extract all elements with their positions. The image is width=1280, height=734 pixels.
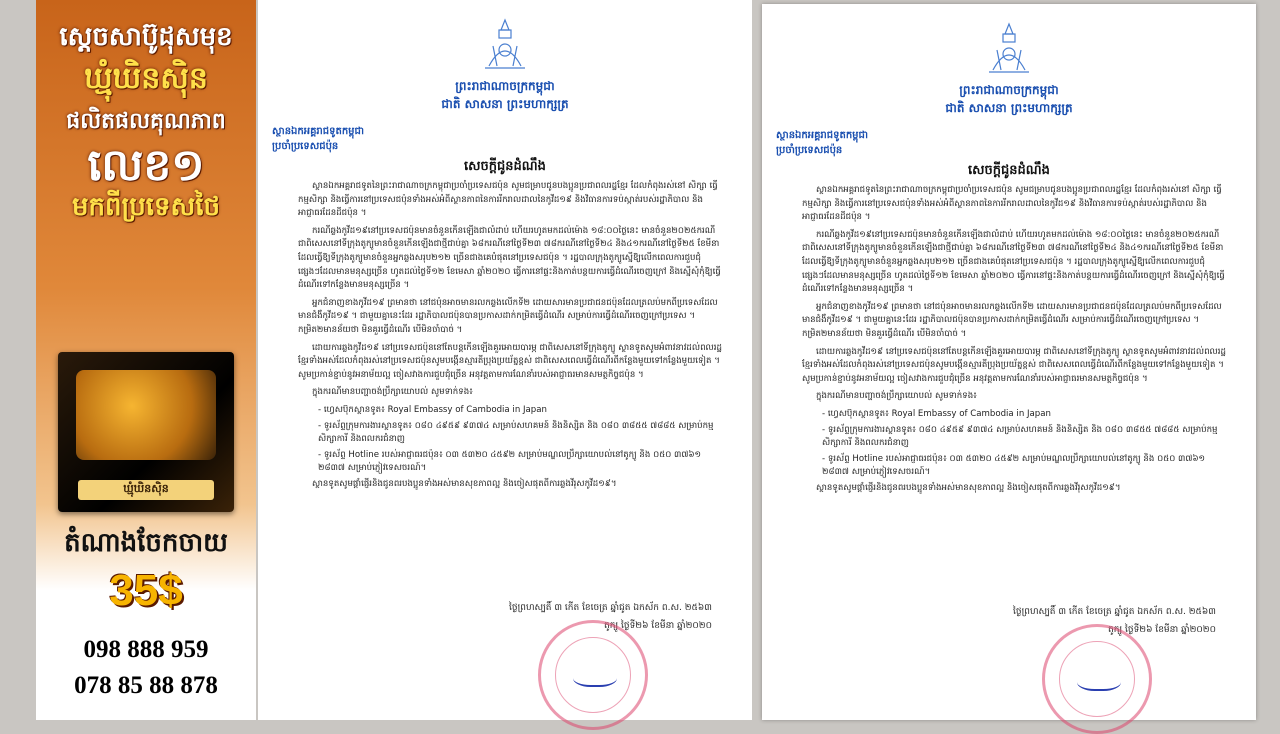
contact-item: - ទូរស័ព្ទក្រុមការងារស្ថានទូត៖ ០៨០ ៤៩៥៩ ៩៣៧៤ សម្រាប់សហគមន៍ និងនិស្សិត និង ០៨០ ៣៨៥៥ ៧៨៨៥ សម្រាប់កម្មសិក្សាការី និងពលករជំនាញ	[822, 424, 1218, 449]
contact-item: - ទូរស័ព្ទ Hotline របស់អាជ្ញាធរជប៉ុន៖ ០៣ ៥៣២០ ៤៥៩២ សម្រាប់មណ្ឌលប្រឹក្សាយោបល់នៅតូក្យូ និង ០៥០ ៣៧៦១ ២៨៣៧ សម្រាប់ភ្ញៀវទេសចរណ៍។	[318, 449, 702, 474]
paragraph: ដោយការឆ្លងកូវីដ១៩ នៅប្រទេសជប៉ុននៅតែបន្តកើនឡើងគួរអោយបារម្ភ ជាពិសេសនៅទីក្រុងតូក្យូ ស្ថានទូតសូមអំពាវនាវដល់ពលរដ្ឋខ្មែរទាំងអស់ដែលកំពុងរស់នៅប្រទេសជប៉ុនសូមបង្កើនស្មារតីប្រុងប្រយ័ត្នខ្ពស់ ជាពិសេសពេលធ្វើដំណើរពីកន្លែងមួយទៅកន្លែងមួយទៀត ។ សូមប្រកាន់ខ្ជាប់នូវអនាម័យល្អ ចៀសវាងការជួបជុំច្រើន អនុវត្តតាមការណែនាំរបស់អាជ្ញាធរមានសមត្ថកិច្ចជប៉ុន ។	[298, 342, 722, 380]
honeycomb-icon	[76, 370, 216, 460]
letter-page-right	[762, 4, 1256, 720]
ad-quality: ផលិតផលគុណភាព	[66, 109, 226, 135]
royal-emblem-icon	[979, 20, 1039, 76]
ad-headline: ស្តេចសាប៊ូដុសមុខ	[59, 22, 233, 52]
lunar-date: ថ្ងៃព្រហស្បតិ៍ ៣ កើត ខែចេត្រ ឆ្នាំជូត ឯកស័ក ព.ស. ២៥៦៣	[509, 603, 712, 613]
paragraph: ស្ថានឯកអគ្គរាជទូតនៃព្រះរាជាណាចក្រកម្ពុជាប្រចាំប្រទេសជប៉ុន សូមជម្រាបជូនបងប្អូនប្រជាពលរដ្ឋខ្មែរ ដែលកំពុងរស់នៅ សិក្សា ធ្វើកម្មសិក្សា និងធ្វើការនៅប្រទេសជប៉ុនទាំងអស់អំពីស្ថានភាពនៃការរីករាលដាលនៃកូវីដ១៩ និងវិធានការទប់ស្កាត់របស់រដ្ឋាភិបាល និងអាជ្ញាធរដែនដីជប៉ុន ។	[802, 185, 1222, 223]
closing: ស្ថានទូតសូមផ្តាំផ្ញើរនិងជូនពរបងប្អូនទាំងអស់មានសុខភាពល្អ និងចៀសផុតពីការឆ្លងវីរុសកូវីដ១៩។	[816, 482, 1121, 493]
paragraph: ករណីឆ្លងកូវីដ១៩នៅប្រទេសជប៉ុនមានចំនួនកើនឡើងជាលំដាប់ ហើយរហូតមកដល់ម៉ោង ១៨:០០ថ្ងៃនេះ មានចំនួន២០២៥ករណី ជាពិសេសនៅទីក្រុងតូក្យូមានចំនួនកើនឡើងជាថ្មីជាប់គ្នា ៦៨ករណីនៅថ្ងៃទី២៣ ៧៨ករណីនៅថ្ងៃទី២៤ និង៤១ករណីនៅថ្ងៃទី២៥ ខែមីនា ដែលធ្វើឱ្យទីក្រុងតូក្យូមានចំនួនអ្នកឆ្លងសរុប២១២ ច្រើនជាងគេបំផុតនៅប្រទេសជប៉ុន ។ រដ្ឋបាលក្រុងតូក្យូស្នើឱ្យលើកពេលការជួបជុំផ្សេងៗដែលមានមនុស្សច្រើន ហូតដល់ថ្ងៃទី១២ ខែមេសា ឆ្នាំ២០២០ ធ្វើការនៅផ្ទះនិងកាត់បន្ថយការធ្វើដំណើរចេញក្រៅ និងស្នើសុំកុំឱ្យធ្វើដំណើរទៅកន្លែងមានមនុស្សច្រើន ។	[298, 225, 721, 291]
national-motto: ជាតិ សាសនា ព្រះមហាក្សត្រ	[441, 97, 569, 111]
contact-item: - ទូរស័ព្ទក្រុមការងារស្ថានទូត៖ ០៨០ ៤៩៥៩ ៩៣៧៤ សម្រាប់សហគមន៍ និងនិស្សិត និង ០៨០ ៣៨៥៥ ៧៨៨៥ សម្រាប់កម្មសិក្សាការី និងពលករជំនាញ	[318, 420, 714, 445]
lunar-date: ថ្ងៃព្រហស្បតិ៍ ៣ កើត ខែចេត្រ ឆ្នាំជូត ឯកស័ក ព.ស. ២៥៦៣	[1013, 607, 1216, 617]
advertisement-banner	[36, 0, 256, 720]
closing: ស្ថានទូតសូមផ្តាំផ្ញើរនិងជូនពរបងប្អូនទាំងអស់មានសុខភាពល្អ និងចៀសផុតពីការឆ្លងវីរុសកូវីដ១៩។	[312, 478, 617, 489]
embassy-name: ស្ថានឯកអគ្គរាជទូតកម្ពុជា	[776, 130, 869, 141]
letter-page-left	[258, 0, 752, 720]
letter-title: សេចក្តីជូនដំណឹង	[968, 163, 1050, 178]
distributor-label: តំណាងចែកចាយ	[64, 528, 228, 558]
phone-number-1: 098 888 959	[83, 636, 209, 663]
place-date: តូក្យូ ថ្ងៃទី២៦ ខែមីនា ឆ្នាំ២០២០	[604, 621, 712, 631]
official-stamp-icon	[1042, 624, 1152, 734]
paragraph: ក្នុងករណីមានបញ្ហាចង់ប្រឹក្សាយោបល់ សូមទាក់ទង៖	[816, 391, 977, 402]
embassy-header	[776, 128, 868, 158]
paragraph: ដោយការឆ្លងកូវីដ១៩ នៅប្រទេសជប៉ុននៅតែបន្តកើនឡើងគួរអោយបារម្ភ ជាពិសេសនៅទីក្រុងតូក្យូ ស្ថានទូតសូមអំពាវនាវដល់ពលរដ្ឋខ្មែរទាំងអស់ដែលកំពុងរស់នៅប្រទេសជប៉ុនសូមបង្កើនស្មារតីប្រុងប្រយ័ត្នខ្ពស់ ជាពិសេសពេលធ្វើដំណើរពីកន្លែងមួយទៅកន្លែងមួយទៀត ។ សូមប្រកាន់ខ្ជាប់នូវអនាម័យល្អ ចៀសវាងការជួបជុំច្រើន អនុវត្តតាមការណែនាំរបស់អាជ្ញាធរមានសមត្ថកិច្ចជប៉ុន ។	[802, 346, 1226, 384]
ad-origin: មកពីប្រទេសថៃ	[71, 192, 221, 223]
paragraph: ស្ថានឯកអគ្គរាជទូតនៃព្រះរាជាណាចក្រកម្ពុជាប្រចាំប្រទេសជប៉ុន សូមជម្រាបជូនបងប្អូនប្រជាពលរដ្ឋខ្មែរ ដែលកំពុងរស់នៅ សិក្សា ធ្វើកម្មសិក្សា និងធ្វើការនៅប្រទេសជប៉ុនទាំងអស់អំពីស្ថានភាពនៃការរីករាលដាលនៃកូវីដ១៩ និងវិធានការទប់ស្កាត់របស់រដ្ឋាភិបាល និងអាជ្ញាធរដែនដីជប៉ុន ។	[298, 181, 718, 219]
royal-emblem-icon	[475, 16, 535, 72]
letter-body	[802, 184, 1226, 499]
letter-title: សេចក្តីជូនដំណឹង	[464, 159, 546, 174]
signature-icon	[1077, 669, 1121, 691]
kingdom-title: ព្រះរាជាណាចក្រកម្ពុជា	[455, 79, 555, 93]
contact-item: - ទូរស័ព្ទ Hotline របស់អាជ្ញាធរជប៉ុន៖ ០៣ ៥៣២០ ៤៥៩២ សម្រាប់មណ្ឌលប្រឹក្សាយោបល់នៅតូក្យូ និង ០៥០ ៣៧៦១ ២៨៣៧ សម្រាប់ភ្ញៀវទេសចរណ៍។	[822, 453, 1206, 478]
ad-number-one: លេខ១	[87, 139, 205, 191]
embassy-header	[272, 124, 364, 154]
letter-body	[298, 180, 722, 495]
paragraph: អ្នកជំនាញខាងកូវីដ១៩ ព្រមានថា នៅជប៉ុនអាចមានរលកឆ្លងលើកទី២ ដោយសារមានប្រជាជនជប៉ុនដែលត្រលប់មកពីប្រទេសដែលមានជំងឺកូវីដ១៩ ។ ជាមួយគ្នានេះដែរ រដ្ឋាភិបាលជប៉ុនបានប្រកាសដាក់កម្រិតធ្វើដំណើរ សម្រាប់ការធ្វើដំណើរចេញក្រៅប្រទេស ។ កម្រិត២មានន័យថា មិនគួរធ្វើដំណើរ បើមិនចាំបាច់ ។	[802, 301, 1222, 339]
price: 35$	[109, 566, 183, 615]
signature-icon	[573, 665, 617, 687]
paragraph: ក្នុងករណីមានបញ្ហាចង់ប្រឹក្សាយោបល់ សូមទាក់ទង៖	[312, 387, 473, 398]
official-stamp-icon	[538, 620, 648, 730]
paragraph: ករណីឆ្លងកូវីដ១៩នៅប្រទេសជប៉ុនមានចំនួនកើនឡើងជាលំដាប់ ហើយរហូតមកដល់ម៉ោង ១៨:០០ថ្ងៃនេះ មានចំនួន២០២៥ករណី ជាពិសេសនៅទីក្រុងតូក្យូមានចំនួនកើនឡើងជាថ្មីជាប់គ្នា ៦៨ករណីនៅថ្ងៃទី២៣ ៧៨ករណីនៅថ្ងៃទី២៤ និង៤១ករណីនៅថ្ងៃទី២៥ ខែមីនា ដែលធ្វើឱ្យទីក្រុងតូក្យូមានចំនួនអ្នកឆ្លងសរុប២១២ ច្រើនជាងគេបំផុតនៅប្រទេសជប៉ុន ។ រដ្ឋបាលក្រុងតូក្យូស្នើឱ្យលើកពេលការជួបជុំផ្សេងៗដែលមានមនុស្សច្រើន ហូតដល់ថ្ងៃទី១២ ខែមេសា ឆ្នាំ២០២០ ធ្វើការនៅផ្ទះនិងកាត់បន្ថយការធ្វើដំណើរចេញក្រៅ និងស្នើសុំកុំឱ្យធ្វើដំណើរទៅកន្លែងមានមនុស្សច្រើន ។	[802, 229, 1225, 295]
paragraph: អ្នកជំនាញខាងកូវីដ១៩ ព្រមានថា នៅជប៉ុនអាចមានរលកឆ្លងលើកទី២ ដោយសារមានប្រជាជនជប៉ុនដែលត្រលប់មកពីប្រទេសដែលមានជំងឺកូវីដ១៩ ។ ជាមួយគ្នានេះដែរ រដ្ឋាភិបាលជប៉ុនបានប្រកាសដាក់កម្រិតធ្វើដំណើរ សម្រាប់ការធ្វើដំណើរចេញក្រៅប្រទេស ។ កម្រិត២មានន័យថា មិនគួរធ្វើដំណើរ បើមិនចាំបាច់ ។	[298, 297, 718, 335]
contact-item: - ហ្វេសប៊ុកស្ថានទូត៖ Royal Embassy of Cambodia in Japan	[318, 404, 547, 415]
kingdom-title: ព្រះរាជាណាចក្រកម្ពុជា	[959, 83, 1059, 97]
embassy-location: ប្រចាំប្រទេសជប៉ុន	[776, 145, 843, 156]
embassy-name: ស្ថានឯកអគ្គរាជទូតកម្ពុជា	[272, 126, 365, 137]
phone-number-2: 078 85 88 878	[74, 672, 218, 699]
national-motto: ជាតិ សាសនា ព្រះមហាក្សត្រ	[945, 101, 1073, 115]
product-label: ឃ្មុំឃិនស៊ិន	[78, 480, 214, 500]
product-image	[58, 352, 234, 512]
embassy-location: ប្រចាំប្រទេសជប៉ុន	[272, 141, 339, 152]
contact-item: - ហ្វេសប៊ុកស្ថានទូត៖ Royal Embassy of Cambodia in Japan	[822, 408, 1051, 419]
place-date: តូក្យូ ថ្ងៃទី២៦ ខែមីនា ឆ្នាំ២០២០	[1108, 625, 1216, 635]
ad-brand: ឃ្មុំឃិនស៊ិន	[84, 61, 208, 97]
